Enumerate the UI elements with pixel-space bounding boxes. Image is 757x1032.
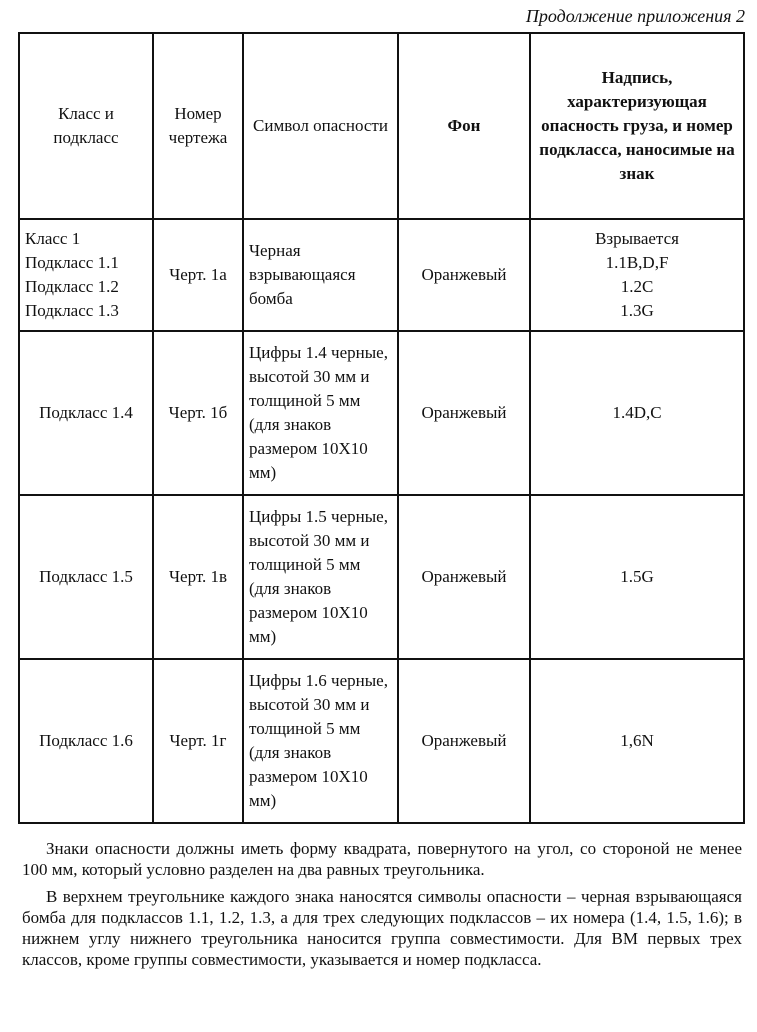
header-drawing-number: Номер чертежа — [153, 33, 243, 219]
cell-class: Подкласс 1.5 — [19, 495, 153, 659]
header-background: Фон — [398, 33, 530, 219]
cell-class: Подкласс 1.6 — [19, 659, 153, 823]
cell-drawing: Черт. 1г — [153, 659, 243, 823]
cell-label: 1.5G — [530, 495, 744, 659]
class-line: Класс 1 — [25, 229, 81, 248]
cell-label: 1.4D,C — [530, 331, 744, 495]
cell-drawing: Черт. 1в — [153, 495, 243, 659]
label-line: 1.1B,D,F — [605, 253, 669, 272]
table-row — [19, 495, 744, 659]
cell-background: Оранжевый — [398, 219, 530, 331]
header-label: Надпись, характеризующая опасность груза, и номер подкласса, наносимые на знак — [530, 33, 744, 219]
cell-symbol: Цифры 1.6 черные, высотой 30 мм и толщиной 5 мм (для знаков размером 10X10 мм) — [243, 659, 398, 823]
hazard-signs-table — [18, 32, 745, 824]
cell-background: Оранжевый — [398, 495, 530, 659]
cell-background: Оранжевый — [398, 331, 530, 495]
notes-section — [22, 838, 742, 976]
table-header-row — [19, 33, 744, 219]
continuation-caption: Продолжение приложения 2 — [525, 6, 745, 26]
label-line: 1.3G — [620, 301, 654, 320]
table-row — [19, 219, 744, 331]
label-line: 1.2C — [620, 277, 654, 296]
cell-class: Подкласс 1.4 — [19, 331, 153, 495]
class-line: Подкласс 1.2 — [25, 277, 119, 296]
cell-symbol: Цифры 1.4 черные, высотой 30 мм и толщиной 5 мм (для знаков размером 10X10 мм) — [243, 331, 398, 495]
cell-class — [19, 219, 153, 331]
table-row — [19, 331, 744, 495]
cell-symbol: Цифры 1.5 черные, высотой 30 мм и толщиной 5 мм (для знаков размером 10X10 мм) — [243, 495, 398, 659]
note-paragraph: В верхнем треугольнике каждого знака наносятся символы опасности – черная взрывающаяся бомба для подклассов 1.1, 1.2, 1.3, а для трех следующих подклассов – их номера (1.4, 1.5, 1.6); в нижнем углу нижнего треугольника наносится группа совместимости. Для ВМ первых трех классов, кроме группы совместимости, указывается и номер подкласса. — [22, 887, 742, 969]
cell-label: 1,6N — [530, 659, 744, 823]
table-row — [19, 659, 744, 823]
class-line: Подкласс 1.3 — [25, 301, 119, 320]
note-paragraph: Знаки опасности должны иметь форму квадрата, повернутого на угол, со стороной не менее 100 мм, который условно разделен на два равных треугольника. — [22, 839, 742, 879]
cell-drawing: Черт. 1б — [153, 331, 243, 495]
cell-label — [530, 219, 744, 331]
header-class: Класс и подкласс — [19, 33, 153, 219]
cell-drawing: Черт. 1а — [153, 219, 243, 331]
class-line: Подкласс 1.1 — [25, 253, 119, 272]
cell-symbol: Черная взрывающаяся бомба — [243, 219, 398, 331]
cell-background: Оранжевый — [398, 659, 530, 823]
label-line: Взрывается — [595, 229, 679, 248]
header-hazard-symbol: Символ опасности — [243, 33, 398, 219]
